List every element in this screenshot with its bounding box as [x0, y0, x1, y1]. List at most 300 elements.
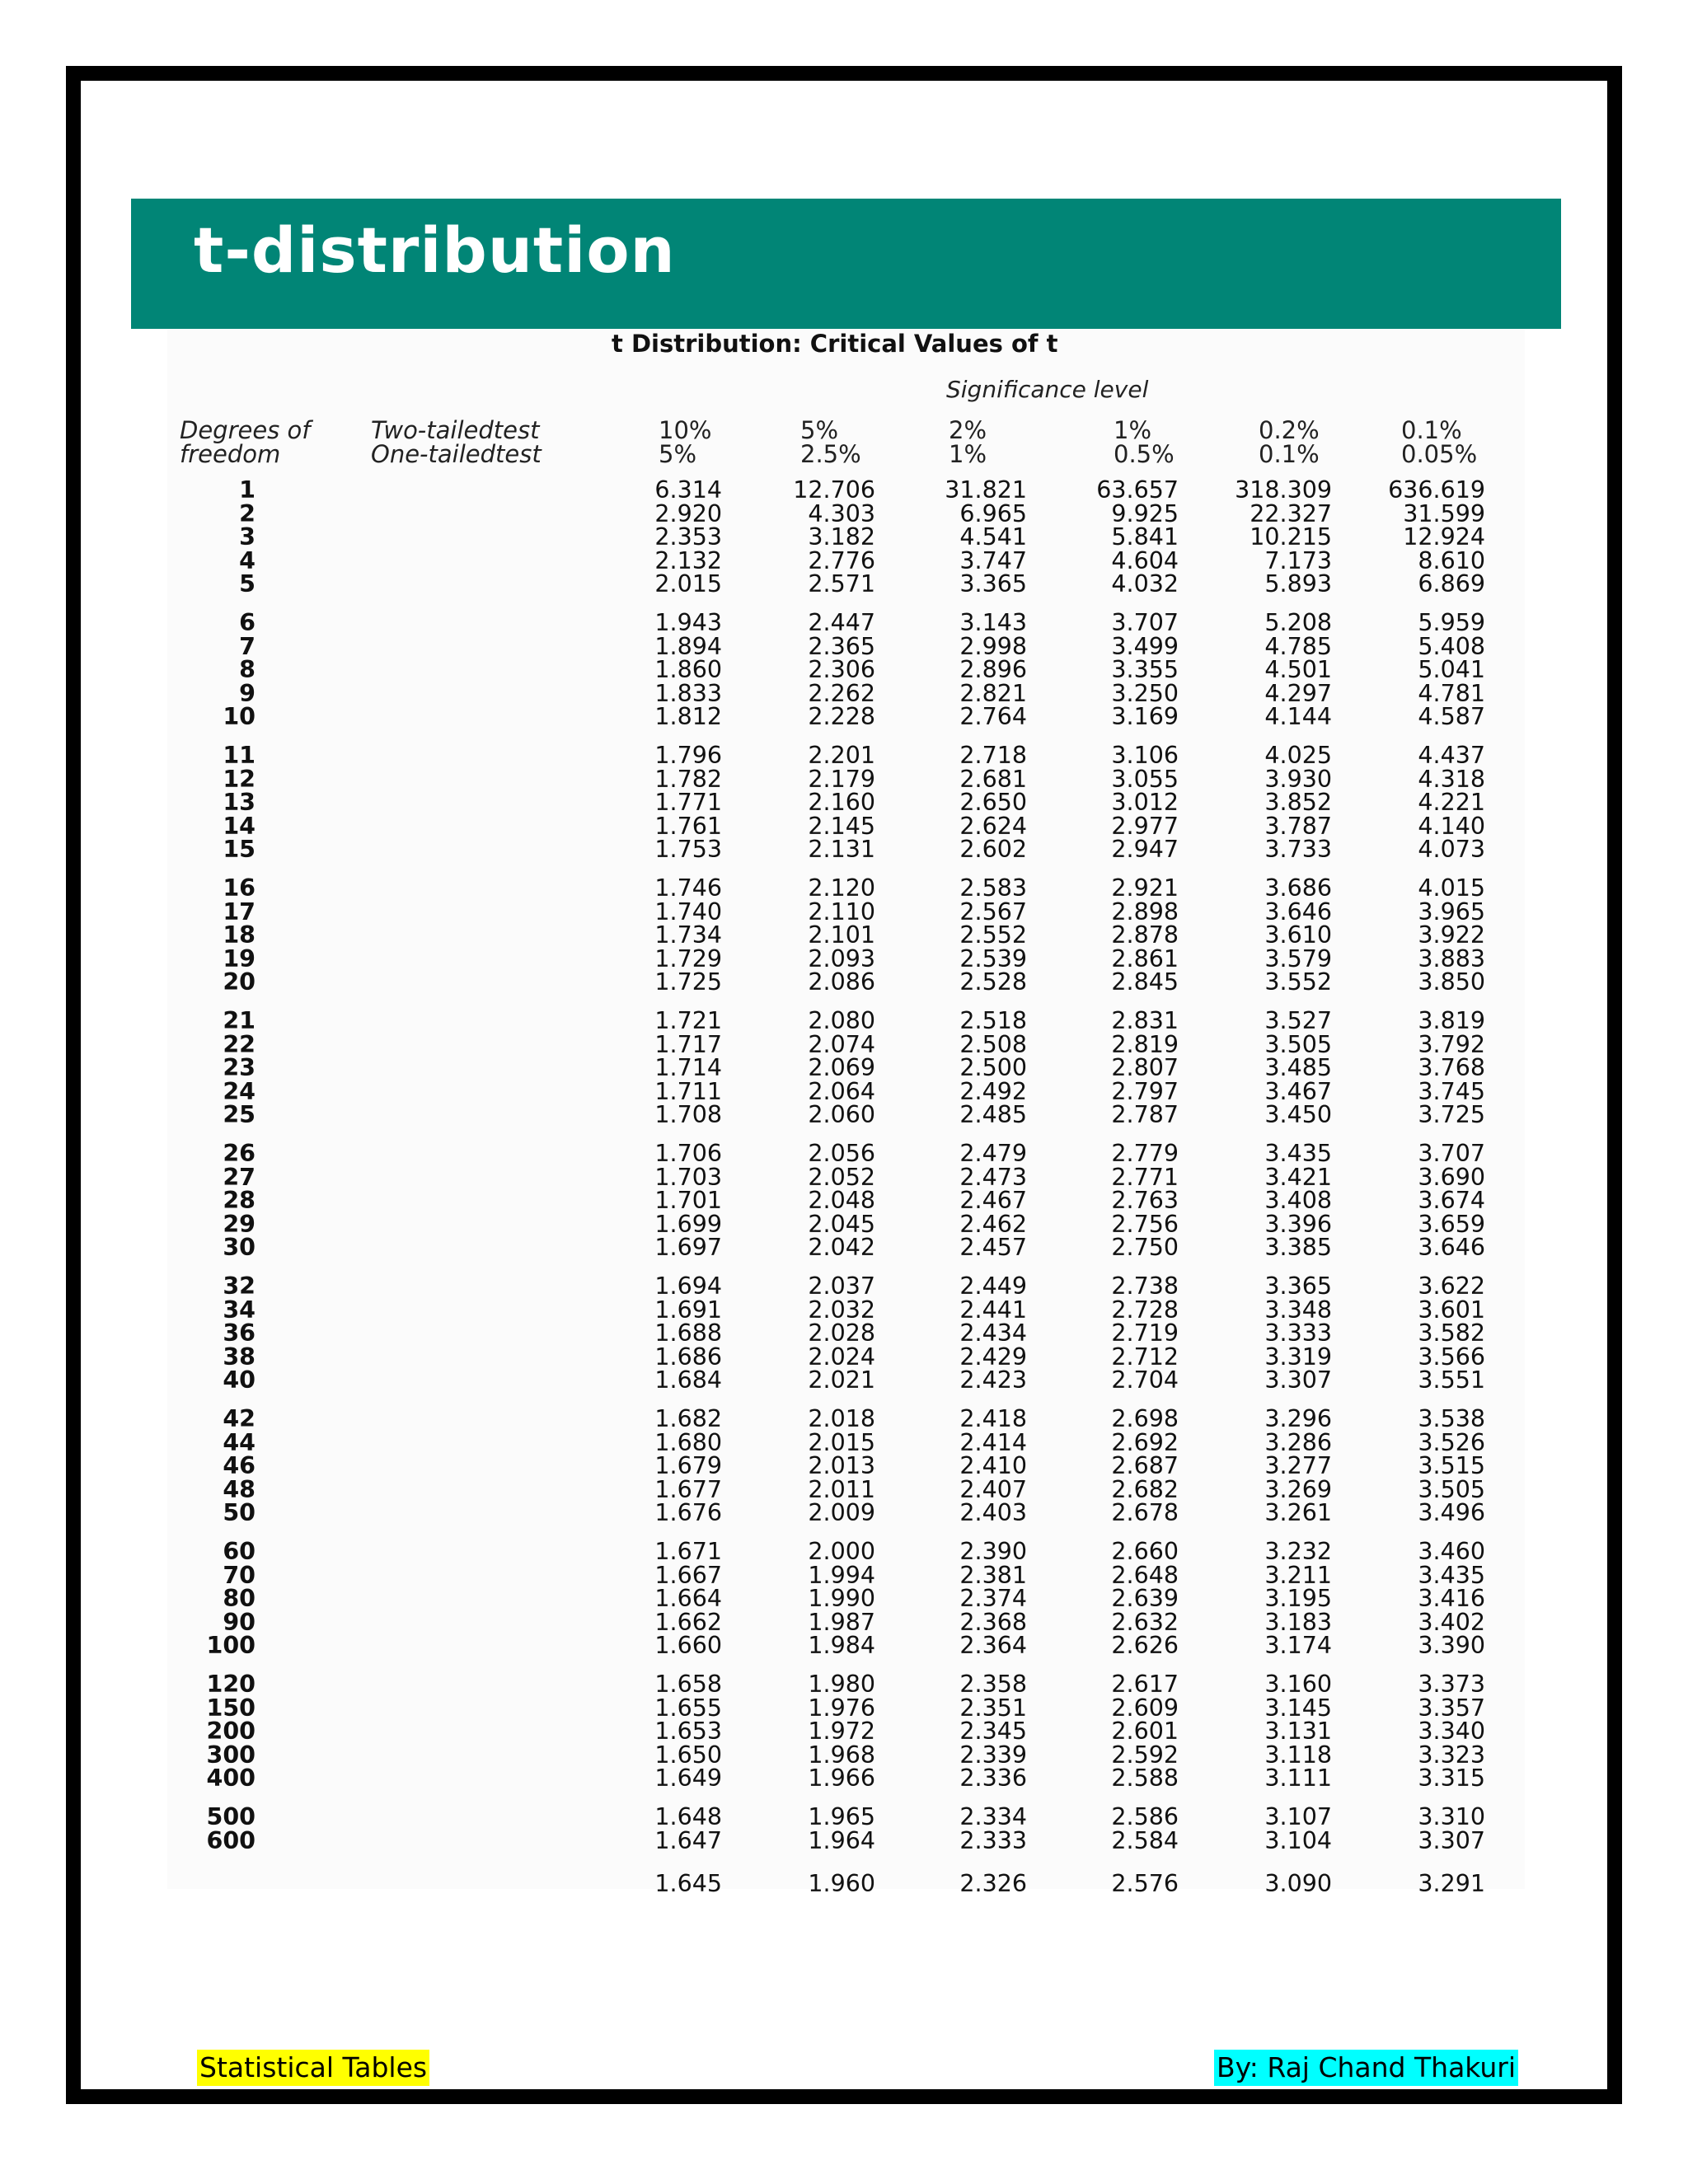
value-cell: 1.697	[654, 1234, 722, 1262]
value-cell: 2.374	[959, 1585, 1027, 1613]
df-cell: 28	[223, 1187, 256, 1215]
value-cell: 2.390	[959, 1538, 1027, 1565]
value-cell: 2.048	[808, 1187, 875, 1215]
value-cell: 3.566	[1418, 1343, 1485, 1371]
value-cell: 2.015	[808, 1428, 875, 1456]
page-title: t-distribution	[194, 213, 676, 287]
df-cell: 34	[223, 1296, 256, 1324]
value-cell: 3.435	[1264, 1140, 1332, 1167]
table-row	[0, 1805, 1688, 1830]
value-cell: 3.373	[1418, 1671, 1485, 1698]
value-cell: 3.090	[1264, 1870, 1332, 1898]
value-cell: 2.552	[959, 921, 1027, 949]
value-cell: 1.721	[654, 1007, 722, 1034]
value-cell: 2.588	[1111, 1765, 1179, 1793]
value-cell: 636.619	[1388, 476, 1485, 504]
column-header-one-tailed: 0.05%	[1401, 440, 1478, 468]
value-cell: 3.792	[1418, 1030, 1485, 1058]
value-cell: 1.833	[654, 679, 722, 707]
header-banner	[131, 199, 1561, 329]
value-cell: 2.750	[1111, 1234, 1179, 1262]
table-row	[0, 1298, 1688, 1323]
value-cell: 2.339	[959, 1741, 1027, 1769]
value-cell: 3.269	[1264, 1475, 1332, 1503]
value-cell: 1.976	[808, 1694, 875, 1722]
value-cell: 1.984	[808, 1632, 875, 1660]
value-cell: 4.318	[1418, 765, 1485, 793]
value-cell: 3.408	[1264, 1187, 1332, 1215]
value-cell: 2.567	[959, 898, 1027, 926]
value-cell: 1.671	[654, 1538, 722, 1565]
value-cell: 2.032	[808, 1296, 875, 1324]
value-cell: 4.221	[1418, 789, 1485, 817]
table-row	[0, 814, 1688, 839]
table-row	[0, 1719, 1688, 1744]
value-cell: 3.333	[1264, 1319, 1332, 1347]
value-cell: 2.682	[1111, 1475, 1179, 1503]
value-cell: 2.462	[959, 1210, 1027, 1238]
footer-author: By: Raj Chand Thakuri	[1214, 2050, 1518, 2086]
value-cell: 7.173	[1264, 546, 1332, 574]
df-header-line-1: Degrees of	[180, 416, 311, 444]
value-cell: 3.646	[1264, 898, 1332, 926]
value-cell: 2.145	[808, 812, 875, 840]
value-cell: 4.140	[1418, 812, 1485, 840]
df-cell: 300	[206, 1741, 256, 1769]
value-cell: 1.701	[654, 1187, 722, 1215]
value-cell: 3.674	[1418, 1187, 1485, 1215]
value-cell: 1.658	[654, 1671, 722, 1698]
value-cell: 3.551	[1418, 1366, 1485, 1394]
value-cell: 5.408	[1418, 632, 1485, 660]
value-cell: 2.704	[1111, 1366, 1179, 1394]
value-cell: 2.602	[959, 836, 1027, 864]
value-cell: 63.657	[1096, 476, 1179, 504]
value-cell: 3.707	[1418, 1140, 1485, 1167]
value-cell: 1.980	[808, 1671, 875, 1698]
table-row	[0, 1743, 1688, 1768]
value-cell: 1.699	[654, 1210, 722, 1238]
value-cell: 3.922	[1418, 921, 1485, 949]
value-cell: 2.921	[1111, 874, 1179, 902]
value-cell: 2.617	[1111, 1671, 1179, 1698]
value-cell: 2.110	[808, 898, 875, 926]
value-cell: 3.182	[808, 523, 875, 551]
value-cell: 3.622	[1418, 1272, 1485, 1300]
value-cell: 2.718	[959, 742, 1027, 769]
value-cell: 2.336	[959, 1765, 1027, 1793]
value-cell: 3.819	[1418, 1007, 1485, 1034]
value-cell: 5.959	[1418, 609, 1485, 636]
table-row	[0, 1345, 1688, 1370]
value-cell: 2.080	[808, 1007, 875, 1034]
table-row	[0, 944, 1688, 972]
table-row	[0, 478, 1688, 503]
df-cell: 32	[223, 1272, 256, 1300]
value-cell: 2.624	[959, 812, 1027, 840]
value-cell: 1.662	[654, 1608, 722, 1636]
value-cell: 4.604	[1111, 546, 1179, 574]
table-row	[0, 923, 1688, 948]
table-row	[0, 1274, 1688, 1299]
df-cell: 42	[223, 1405, 256, 1432]
value-cell: 2.485	[959, 1101, 1027, 1129]
value-cell: 2.601	[1111, 1718, 1179, 1746]
table-row	[0, 525, 1688, 550]
df-cell: 25	[223, 1101, 256, 1129]
value-cell: 2.449	[959, 1272, 1027, 1300]
column-header	[800, 416, 861, 468]
value-cell: 2.539	[959, 944, 1027, 972]
value-cell: 1.725	[654, 968, 722, 996]
value-cell: 2.583	[959, 874, 1027, 902]
column-header	[659, 416, 712, 468]
value-cell: 2.584	[1111, 1826, 1179, 1854]
value-cell: 3.725	[1418, 1101, 1485, 1129]
value-cell: 1.966	[808, 1765, 875, 1793]
value-cell: 2.528	[959, 968, 1027, 996]
value-cell: 1.782	[654, 765, 722, 793]
value-cell: 3.143	[959, 609, 1027, 636]
value-cell: 3.286	[1264, 1428, 1332, 1456]
value-cell: 3.505	[1264, 1030, 1332, 1058]
value-cell: 2.021	[808, 1366, 875, 1394]
value-cell: 1.688	[654, 1319, 722, 1347]
value-cell: 1.714	[654, 1054, 722, 1082]
value-cell: 2.678	[1111, 1499, 1179, 1527]
df-cell: 14	[223, 812, 256, 840]
table-row	[0, 1672, 1688, 1697]
value-cell: 1.648	[654, 1803, 722, 1830]
value-cell: 2.060	[808, 1101, 875, 1129]
value-cell: 3.930	[1264, 765, 1332, 793]
value-cell: 2.120	[808, 874, 875, 902]
df-cell: 17	[223, 898, 256, 926]
value-cell: 3.291	[1418, 1870, 1485, 1898]
value-cell: 1.965	[808, 1803, 875, 1830]
df-cell: 120	[206, 1671, 256, 1698]
df-cell: 18	[223, 921, 256, 949]
value-cell: 2.064	[808, 1077, 875, 1105]
value-cell: 2.639	[1111, 1585, 1179, 1613]
table-row	[0, 1141, 1688, 1166]
value-cell: 3.965	[1418, 898, 1485, 926]
df-cell: 500	[206, 1803, 256, 1830]
value-cell: 1.894	[654, 632, 722, 660]
value-cell: 3.250	[1111, 679, 1179, 707]
value-cell: 2.434	[959, 1319, 1027, 1347]
value-cell: 2.351	[959, 1694, 1027, 1722]
value-cell: 2.037	[808, 1272, 875, 1300]
value-cell: 2.819	[1111, 1030, 1179, 1058]
df-cell: 44	[223, 1428, 256, 1456]
value-cell: 1.660	[654, 1632, 722, 1660]
value-cell: 3.745	[1418, 1077, 1485, 1105]
value-cell: 1.664	[654, 1585, 722, 1613]
value-cell: 2.333	[959, 1826, 1027, 1854]
df-header-line-2: freedom	[180, 440, 281, 468]
value-cell: 1.706	[654, 1140, 722, 1167]
table-row	[0, 572, 1688, 597]
column-header-two-tailed: 0.1%	[1401, 416, 1462, 444]
table-row	[0, 1586, 1688, 1611]
df-cell: 16	[223, 874, 256, 902]
value-cell: 2.018	[808, 1405, 875, 1432]
value-cell: 3.515	[1418, 1452, 1485, 1480]
table-row	[0, 679, 1688, 707]
value-cell: 4.144	[1264, 703, 1332, 731]
value-cell: 1.680	[654, 1428, 722, 1456]
value-cell: 10.215	[1250, 523, 1332, 551]
value-cell: 2.179	[808, 765, 875, 793]
value-cell: 318.309	[1235, 476, 1332, 504]
value-cell: 3.460	[1418, 1538, 1485, 1565]
value-cell: 1.812	[654, 703, 722, 731]
value-cell: 31.821	[945, 476, 1027, 504]
value-cell: 2.015	[654, 570, 722, 598]
value-cell: 9.925	[1111, 499, 1179, 527]
value-cell: 3.355	[1111, 656, 1179, 684]
value-cell: 2.861	[1111, 944, 1179, 972]
value-cell: 2.052	[808, 1163, 875, 1191]
table-row	[0, 1056, 1688, 1080]
value-cell: 12.706	[793, 476, 875, 504]
table-row	[0, 499, 1688, 527]
value-cell: 2.353	[654, 523, 722, 551]
value-cell: 2.262	[808, 679, 875, 707]
value-cell: 1.740	[654, 898, 722, 926]
table-row	[0, 1766, 1688, 1791]
value-cell: 3.690	[1418, 1163, 1485, 1191]
value-cell: 2.797	[1111, 1077, 1179, 1105]
value-cell: 2.132	[654, 546, 722, 574]
value-cell: 3.707	[1111, 609, 1179, 636]
value-cell: 2.776	[808, 546, 875, 574]
value-cell: 3.850	[1418, 968, 1485, 996]
value-cell: 2.473	[959, 1163, 1027, 1191]
value-cell: 3.211	[1264, 1561, 1332, 1589]
value-cell: 2.334	[959, 1803, 1027, 1830]
value-cell: 3.277	[1264, 1452, 1332, 1480]
column-header-two-tailed: 5%	[800, 416, 839, 444]
df-cell: 48	[223, 1475, 256, 1503]
value-cell: 6.314	[654, 476, 722, 504]
table-row	[0, 632, 1688, 660]
value-cell: 3.055	[1111, 765, 1179, 793]
df-cell: 150	[206, 1694, 256, 1722]
value-cell: 3.104	[1264, 1826, 1332, 1854]
value-cell: 4.297	[1264, 679, 1332, 707]
df-cell: 80	[223, 1585, 256, 1613]
table-row	[0, 1212, 1688, 1237]
value-cell: 2.011	[808, 1475, 875, 1503]
value-cell: 2.518	[959, 1007, 1027, 1034]
value-cell: 4.073	[1418, 836, 1485, 864]
value-cell: 1.655	[654, 1694, 722, 1722]
value-cell: 3.646	[1418, 1234, 1485, 1262]
value-cell: 2.368	[959, 1608, 1027, 1636]
column-header	[1259, 416, 1320, 468]
value-cell: 3.365	[1264, 1272, 1332, 1300]
value-cell: 1.717	[654, 1030, 722, 1058]
value-cell: 3.365	[959, 570, 1027, 598]
value-cell: 2.407	[959, 1475, 1027, 1503]
value-cell: 3.323	[1418, 1741, 1485, 1769]
value-cell: 3.357	[1418, 1694, 1485, 1722]
value-cell: 3.131	[1264, 1718, 1332, 1746]
value-cell: 2.845	[1111, 968, 1179, 996]
value-cell: 3.485	[1264, 1054, 1332, 1082]
df-cell: 7	[239, 632, 256, 660]
table-row	[0, 705, 1688, 729]
value-cell: 2.306	[808, 656, 875, 684]
value-cell: 2.698	[1111, 1405, 1179, 1432]
value-cell: 3.261	[1264, 1499, 1332, 1527]
value-cell: 1.860	[654, 656, 722, 684]
value-cell: 3.499	[1111, 632, 1179, 660]
value-cell: 4.785	[1264, 632, 1332, 660]
value-cell: 1.703	[654, 1163, 722, 1191]
value-cell: 1.679	[654, 1452, 722, 1480]
df-cell: 24	[223, 1077, 256, 1105]
value-cell: 2.381	[959, 1561, 1027, 1589]
column-header-one-tailed: 2.5%	[800, 440, 861, 468]
column-header-one-tailed: 5%	[659, 440, 697, 468]
value-cell: 5.841	[1111, 523, 1179, 551]
df-cell: 23	[223, 1054, 256, 1082]
value-cell: 2.093	[808, 944, 875, 972]
value-cell: 1.994	[808, 1561, 875, 1589]
value-cell: 2.571	[808, 570, 875, 598]
value-cell: 2.648	[1111, 1561, 1179, 1589]
value-cell: 3.421	[1264, 1163, 1332, 1191]
value-cell: 2.492	[959, 1077, 1027, 1105]
value-cell: 5.041	[1418, 656, 1485, 684]
value-cell: 2.738	[1111, 1272, 1179, 1300]
value-cell: 1.771	[654, 789, 722, 817]
df-cell: 50	[223, 1499, 256, 1527]
one-tailed-header: One-tailedtest	[371, 440, 542, 468]
value-cell: 1.729	[654, 944, 722, 972]
value-cell: 2.609	[1111, 1694, 1179, 1722]
value-cell: 5.208	[1264, 609, 1332, 636]
df-cell: 9	[239, 679, 256, 707]
value-cell: 2.756	[1111, 1210, 1179, 1238]
value-cell: 2.763	[1111, 1187, 1179, 1215]
value-cell: 3.145	[1264, 1694, 1332, 1722]
table-row	[0, 1321, 1688, 1346]
value-cell: 2.447	[808, 609, 875, 636]
value-cell: 2.418	[959, 1405, 1027, 1432]
value-cell: 4.587	[1418, 703, 1485, 731]
value-cell: 2.009	[808, 1499, 875, 1527]
value-cell: 3.610	[1264, 921, 1332, 949]
table-row	[0, 1165, 1688, 1190]
table-title: t Distribution: Critical Values of t	[612, 330, 1058, 358]
table-row	[0, 900, 1688, 925]
value-cell: 3.174	[1264, 1632, 1332, 1660]
df-cell: 36	[223, 1319, 256, 1347]
value-cell: 2.508	[959, 1030, 1027, 1058]
value-cell: 2.364	[959, 1632, 1027, 1660]
value-cell: 2.410	[959, 1452, 1027, 1480]
value-cell: 3.747	[959, 546, 1027, 574]
value-cell: 3.385	[1264, 1234, 1332, 1262]
footer-title: Statistical Tables	[197, 2050, 429, 2086]
value-cell: 1.968	[808, 1741, 875, 1769]
value-cell: 2.764	[959, 703, 1027, 731]
value-cell: 3.787	[1264, 812, 1332, 840]
df-cell: 400	[206, 1765, 256, 1793]
column-header-two-tailed: 2%	[949, 416, 987, 444]
value-cell: 3.601	[1418, 1296, 1485, 1324]
value-cell: 2.074	[808, 1030, 875, 1058]
table-row	[0, 1030, 1688, 1058]
value-cell: 2.632	[1111, 1608, 1179, 1636]
df-cell: 38	[223, 1343, 256, 1371]
df-cell: 12	[223, 765, 256, 793]
value-cell: 2.403	[959, 1499, 1027, 1527]
table-row	[0, 1407, 1688, 1432]
value-cell: 2.626	[1111, 1632, 1179, 1660]
value-cell: 3.852	[1264, 789, 1332, 817]
value-cell: 2.821	[959, 679, 1027, 707]
df-header	[180, 416, 311, 468]
value-cell: 2.457	[959, 1234, 1027, 1262]
value-cell: 1.711	[654, 1077, 722, 1105]
df-cell: 26	[223, 1140, 256, 1167]
value-cell: 3.402	[1418, 1608, 1485, 1636]
value-cell: 1.987	[808, 1608, 875, 1636]
df-cell: 60	[223, 1538, 256, 1565]
value-cell: 3.183	[1264, 1608, 1332, 1636]
value-cell: 1.943	[654, 609, 722, 636]
table-row	[0, 1826, 1688, 1854]
table-row	[0, 1235, 1688, 1260]
value-cell: 3.118	[1264, 1741, 1332, 1769]
value-cell: 2.692	[1111, 1428, 1179, 1456]
value-cell: 2.101	[808, 921, 875, 949]
value-cell: 1.960	[808, 1870, 875, 1898]
value-cell: 2.681	[959, 765, 1027, 793]
value-cell: 1.649	[654, 1765, 722, 1793]
column-header-one-tailed: 1%	[949, 440, 987, 468]
df-cell: 46	[223, 1452, 256, 1480]
table-row	[0, 837, 1688, 862]
value-cell: 3.768	[1418, 1054, 1485, 1082]
value-cell: 3.107	[1264, 1803, 1332, 1830]
df-cell: 29	[223, 1210, 256, 1238]
value-cell: 2.947	[1111, 836, 1179, 864]
table-row	[0, 1454, 1688, 1479]
value-cell: 3.538	[1418, 1405, 1485, 1432]
value-cell: 1.753	[654, 836, 722, 864]
value-cell: 3.307	[1264, 1366, 1332, 1394]
value-cell: 3.348	[1264, 1296, 1332, 1324]
value-cell: 8.610	[1418, 546, 1485, 574]
value-cell: 2.028	[808, 1319, 875, 1347]
column-header-one-tailed: 0.5%	[1114, 440, 1175, 468]
value-cell: 2.423	[959, 1366, 1027, 1394]
column-header	[1114, 416, 1175, 468]
value-cell: 1.972	[808, 1718, 875, 1746]
df-cell: 100	[206, 1632, 256, 1660]
table-row	[0, 743, 1688, 768]
value-cell: 2.660	[1111, 1538, 1179, 1565]
value-cell: 6.965	[959, 499, 1027, 527]
value-cell: 1.964	[808, 1826, 875, 1854]
value-cell: 1.734	[654, 921, 722, 949]
